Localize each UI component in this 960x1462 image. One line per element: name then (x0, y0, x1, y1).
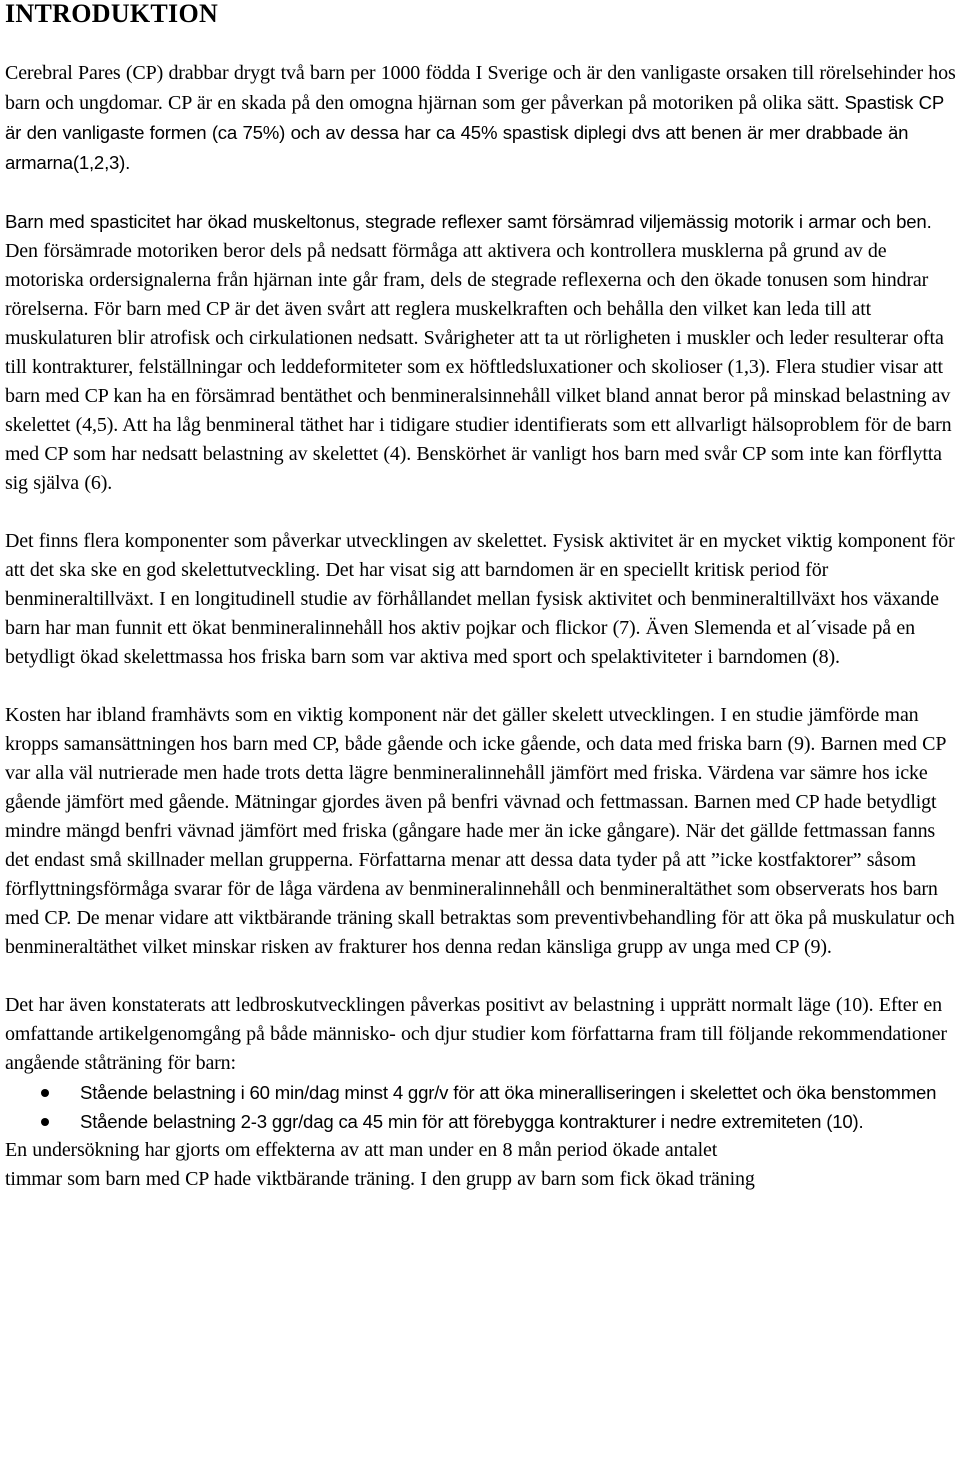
paragraph-study-line-2: timmar som barn med CP hade viktbärande träning. I den grupp av barn som fick ökad träning (5, 1168, 755, 1190)
recommendation-list (5, 1078, 957, 1136)
section-heading: INTRODUKTION (5, 0, 219, 28)
paragraph-spasticity-serif-text: Den försämrade motoriken beror dels på nedsatt förmåga att aktivera och kontrollera musklerna på grund av de motoriska ordersignalerna från hjärnan inte går fram, dels de stegrade reflexerna och den ökade tonusen som hindrar rörelserna. För barn med CP är det även svårt att reglera muskelkraften och behålla den vilket kan leda till att muskulaturen blir atrofisk och cirkulationen nedsatt. Svårigheter att ta ut rörligheten i muskler och leder resulterar ofta till kontrakturer, felställningar och leddeformiteter som ex höftledsluxationer och skolioser (1,3). Flera studier visar att barn med CP kan ha en försämrad bentäthet och benmineralsinnehåll vilket bland annat beror på minskad belastning av skelettet (4,5). Att ha låg benmineral täthet har i tidigare studier identifierats som ett allvarligt hälsoproblem för de barn med CP som har nedsatt belastning av skelettet (4). Benskörhet är vanligt hos barn med svår CP som inte kan förflytta sig själva (6). (5, 240, 952, 494)
paragraph-physical-activity: Det finns flera komponenter som påverkar utvecklingen av skelettet. Fysisk aktivitet är en mycket viktig komponent för att det ska ske en god skelettutveckling. Det har visat sig att barndomen är en speciellt kritisk period för benmineraltillväxt. I en longitudinell studie av förhållandet mellan fysisk aktivitet och benmineraltillväxt hos växande barn har man funnit ett ökat benmineralinnehåll hos aktiv pojkar och flickor (7). Även Slemenda et al´visade på en betydligt ökad skelettmassa hos friska barn som var aktiva med sport och spelaktiviteter i barndomen (8). (5, 530, 955, 668)
paragraph-intro (5, 59, 957, 178)
paragraph-spasticity (5, 207, 957, 498)
bullet-icon (41, 1089, 49, 1097)
paragraph-study-line-1: En undersökning har gjorts om effekterna av att man under en 8 mån period ökade antalet (5, 1139, 718, 1161)
document-page (5, 0, 957, 1194)
paragraph-cartilage: Det har även konstaterats att ledbroskutvecklingen påverkas positivt av belastning i upprätt normalt läge (10). Efter en omfattande artikelgenomgång på både människo- och djur studier kom författarna fram till följande rekommendationer angående ståträning för barn: (5, 994, 947, 1074)
bullet-icon (41, 1118, 49, 1126)
paragraph-intro-serif-text: Cerebral Pares (CP) drabbar drygt två barn per 1000 födda I Sverige och är den vanligaste orsaken till rörelsehinder hos barn och ungdomar. CP är en skada på den omogna hjärnan som ger påverkan på motoriken på olika sätt. (5, 62, 956, 114)
paragraph-diet: Kosten har ibland framhävts som en viktig komponent när det gäller skelett utvecklingen. I en studie jämförde man kropps samansättningen hos barn med CP, både gående och icke gående, och data med friska barn (9). Barnen med CP var alla väl nutrierade men hade trots detta lägre benmineralinnehåll jämfört med friska. Värdena var sämre hos icke gående jämfört med gående. Mätningar gjordes även på benfri vävnad och fettmassan. Barnen med CP hade betydligt mindre mängd benfri vävnad jämfört med friska (gångare hade mer än icke gångare). När det gällde fettmassan fanns det endast små skillnader mellan grupperna. Författarna menar att dessa data tyder på att ”icke kostfaktorer” såsom förflyttningsförmåga svarar för de låga värdena av benmineralinnehåll och benmineraltäthet som observerats hos barn med CP. De menar vidare att viktbärande träning skall betraktas som preventivbehandling för att öka på muskulatur och benmineraltäthet vilket minskar risken av frakturer hos denna redan känsliga grupp av unga med CP (9). (5, 704, 955, 958)
list-item-text: Stående belastning i 60 min/dag minst 4 ggr/v för att öka mineralliseringen i skelettet och öka benstommen (80, 1082, 937, 1103)
paragraph-intro-sans-text: Spastisk CP är den vanligaste formen (ca 75%) och av dessa har ca 45% spastisk diplegi dvs att benen är mer drabbade än armarna(1,2,3). (5, 92, 944, 173)
list-item (5, 1078, 957, 1107)
list-item-text: Stående belastning 2-3 ggr/dag ca 45 min för att förebygga kontrakturer i nedre extremiteten (10). (80, 1111, 864, 1132)
list-item (5, 1107, 957, 1136)
paragraph-spasticity-sans-text: Barn med spasticitet har ökad muskeltonus, stegrade reflexer samt försämrad viljemässig motorik i armar och ben. (5, 211, 932, 232)
